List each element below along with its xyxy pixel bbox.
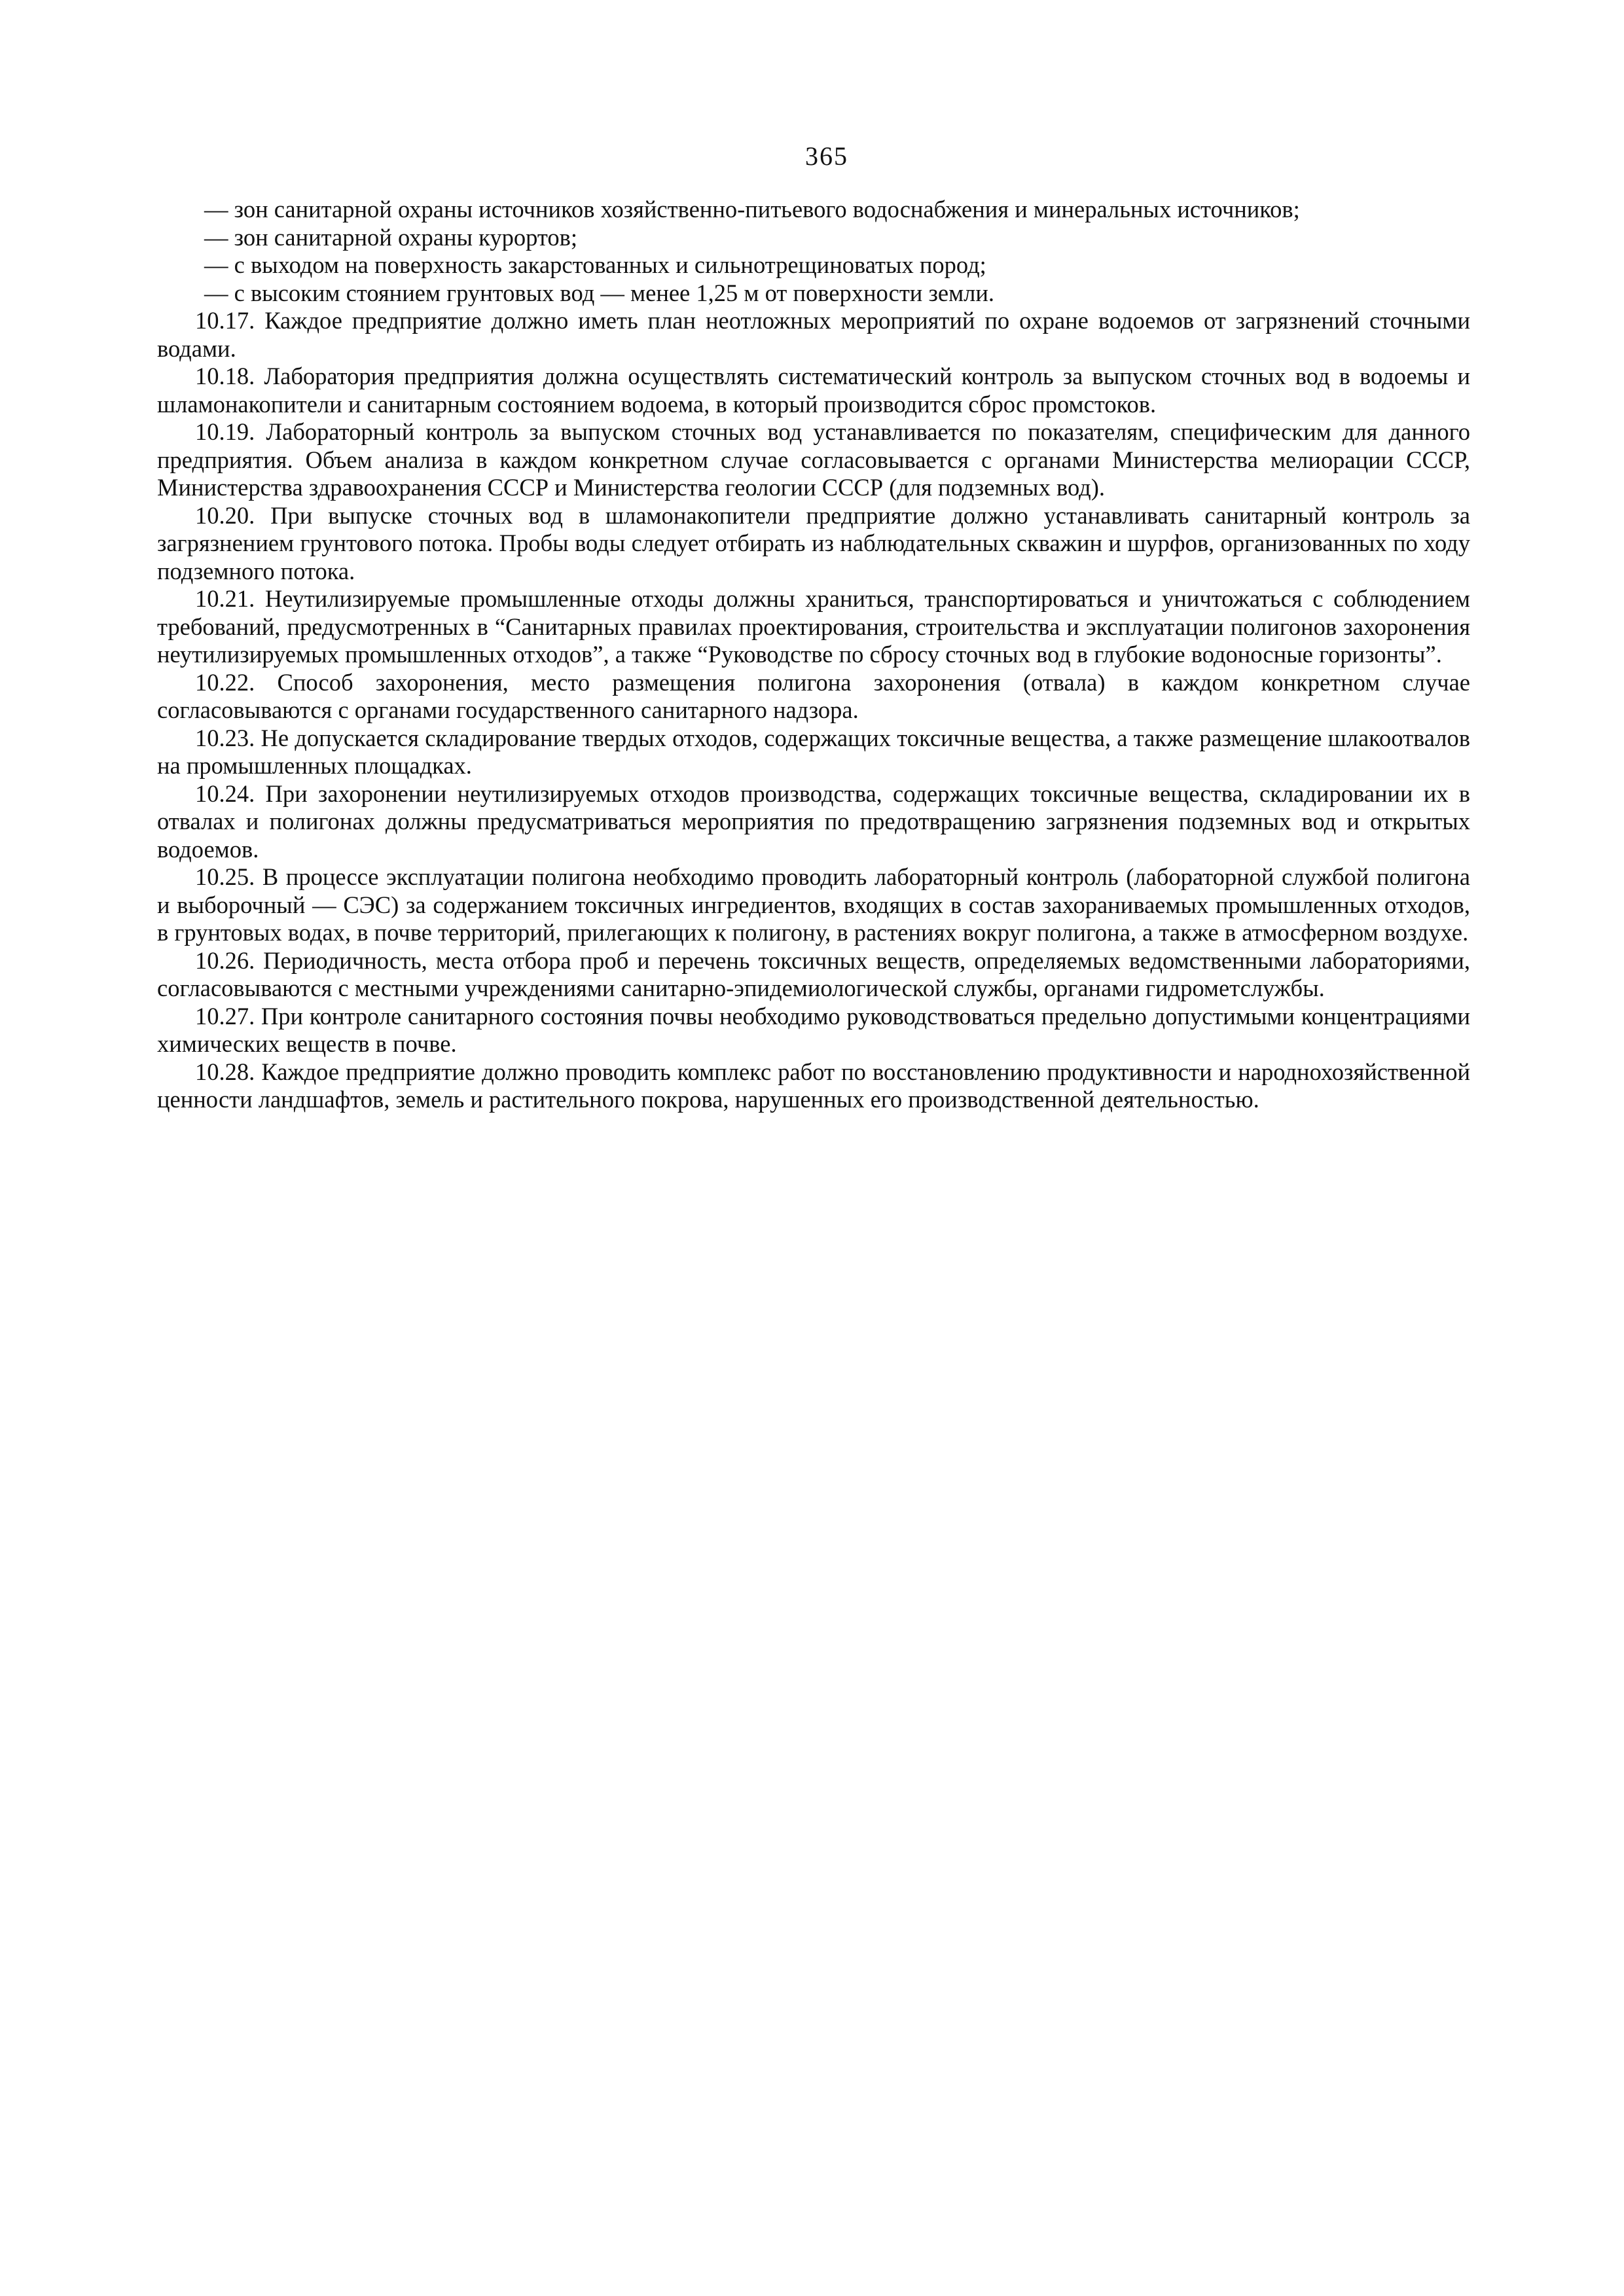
list-item: — с выходом на поверхность закарстованных и сильнотрещиноватых пород; (204, 251, 986, 278)
clause-10-23: 10.23. Не допускается складирование твердых отходов, содержащих токсичные вещества, а также размещение шлакоотвалов на промышленных площадках. (157, 724, 1470, 779)
clause-10-17: 10.17. Каждое предприятие должно иметь план неотложных мероприятий по охране водоемов от загрязнений сточными водами. (157, 307, 1470, 362)
clause-10-18: 10.18. Лаборатория предприятия должна осуществлять систематический контроль за выпуском сточных вод в водоемы и шламонакопители и санитарным состоянием водоема, в который производится сброс промстоков. (157, 363, 1470, 418)
clause-10-21: 10.21. Неутилизируемые промышленные отходы должны храниться, транспортироваться и уничтожаться с соблюдением требований, предусмотренных в “Санитарных правилах проектирования, строительства и эксплуатации полигонов захоронения неутилизируемых промышленных отходов”, а также “Руководстве по сбросу сточных вод в глубокие водоносные горизонты”. (157, 585, 1470, 668)
clauses (157, 307, 1470, 1114)
clause-10-25: 10.25. В процессе эксплуатации полигона необходимо проводить лабораторный контроль (лабораторной службой полигона и выборочный — СЭС) за содержанием токсичных ингредиентов, входящих в состав захораниваемых промышленных отходов, в грунтовых водах, в почве территорий, прилегающих к полигону, в растениях вокруг полигона, а также в атмосферном воздухе. (157, 863, 1470, 946)
bullet-list (157, 196, 1470, 307)
clause-10-20: 10.20. При выпуске сточных вод в шламонакопители предприятие должно устанавливать санитарный контроль за загрязнением грунтового потока. Пробы воды следует отбирать из наблюдательных скважин и шурфов, организованных по ходу подземного потока. (157, 501, 1470, 584)
clause-10-22: 10.22. Способ захоронения, место размещения полигона захоронения (отвала) в каждом конкретном случае согласовываются с органами государственного санитарного надзора. (157, 668, 1470, 723)
page-number: 365 (805, 141, 848, 171)
list-item: — зон санитарной охраны курортов; (204, 223, 577, 251)
clause-10-19: 10.19. Лабораторный контроль за выпуском сточных вод устанавливается по показателям, специфическим для данного предприятия. Объем анализа в каждом конкретном случае согласовывается с органами Министерства мелиорации СССР, Министерства здравоохранения СССР и Министерства геологии СССР (для подземных вод). (157, 418, 1470, 501)
clause-10-26: 10.26. Периодичность, места отбора проб и перечень токсичных веществ, определяемых ведомственными лабораториями, согласовываются с местными учреждениями санитарно-эпидемиологической службы, органами гидрометслужбы. (157, 946, 1470, 1001)
clause-10-24: 10.24. При захоронении неутилизируемых отходов производства, содержащих токсичные вещества, складировании их в отвалах и полигонах должны предусматриваться мероприятия по предотвращению загрязнения подземных вод и открытых водоемов. (157, 780, 1470, 863)
clause-10-27: 10.27. При контроле санитарного состояния почвы необходимо руководствоваться предельно допустимыми концентрациями химических веществ в почве. (157, 1002, 1470, 1057)
list-item: — с высоким стоянием грунтовых вод — менее 1,25 м от поверхности земли. (204, 279, 995, 306)
clause-10-28: 10.28. Каждое предприятие должно проводить комплекс работ по восстановлению продуктивности и народнохозяйственной ценности ландшафтов, земель и растительного покрова, нарушенных его производственной деятельностью. (157, 1058, 1470, 1113)
list-item: — зон санитарной охраны источников хозяйственно-питьевого водоснабжения и минеральных источников; (204, 196, 1300, 223)
document-page (157, 141, 1470, 1114)
